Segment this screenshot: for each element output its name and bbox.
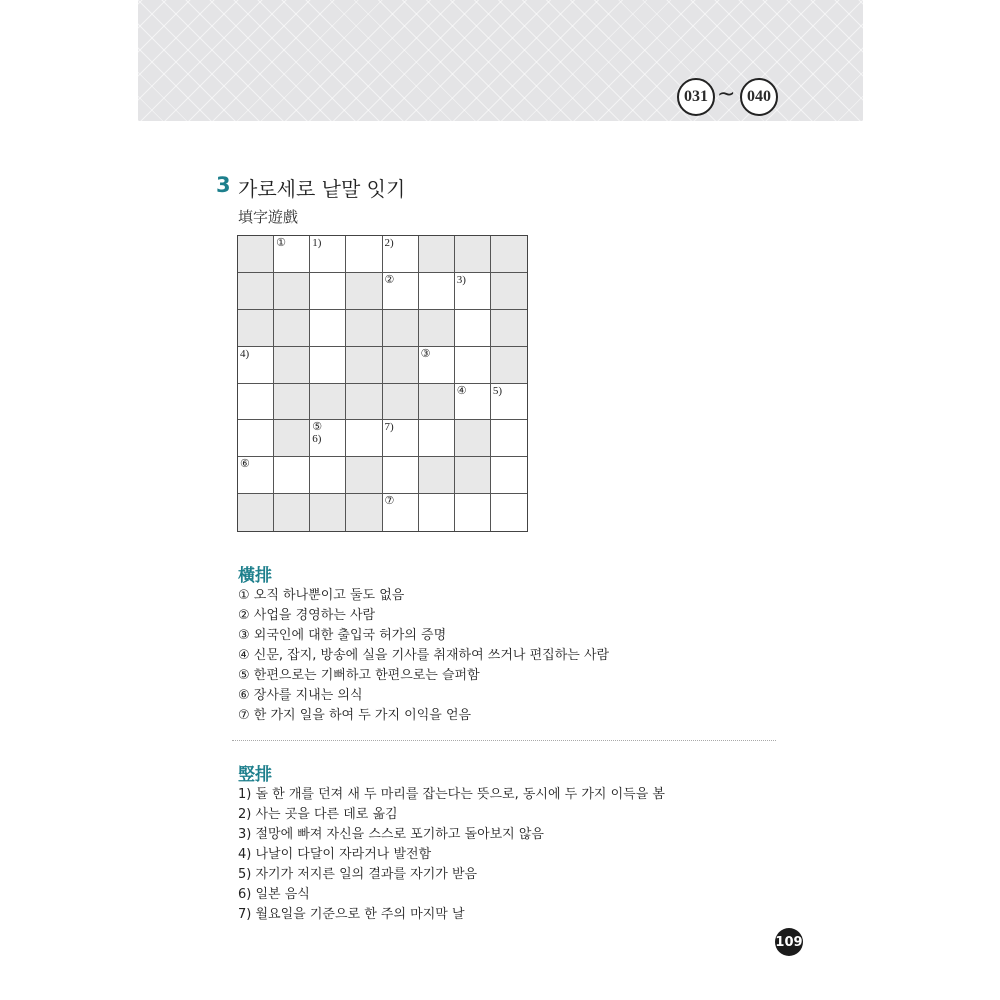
grid-cell <box>274 310 310 347</box>
grid-cell <box>383 347 419 384</box>
grid-cell <box>491 384 527 421</box>
grid-cell <box>346 420 382 457</box>
grid-cell <box>383 384 419 421</box>
grid-cell <box>238 310 274 347</box>
grid-cell <box>455 347 491 384</box>
grid-cell <box>455 273 491 310</box>
grid-cell <box>383 457 419 494</box>
grid-cell <box>383 273 419 310</box>
grid-cell <box>491 457 527 494</box>
grid-cell <box>455 310 491 347</box>
cell-number-label: 5) <box>492 384 503 397</box>
grid-cell <box>455 236 491 273</box>
cell-number-label: ① <box>276 237 286 249</box>
cell-number-label: 7) <box>384 421 394 434</box>
grid-cell <box>419 384 455 421</box>
grid-cell <box>346 310 382 347</box>
grid-cell <box>346 273 382 310</box>
grid-cell <box>455 420 491 457</box>
grid-cell <box>274 236 310 273</box>
grid-cell <box>274 273 310 310</box>
cell-number-label: 3) <box>456 273 466 286</box>
cell-number-label: ⑤ 6) <box>312 421 323 446</box>
cell-number-label: ⑥ <box>240 458 250 471</box>
section-divider <box>232 740 776 741</box>
across-clue: ① 오직 하나뿐이고 둘도 없음 <box>238 588 405 603</box>
grid-cell <box>346 384 382 421</box>
down-clue-list <box>238 785 665 925</box>
grid-cell <box>274 347 310 384</box>
across-clue: ⑦ 한 가지 일을 하여 두 가지 이익을 얻음 <box>238 708 472 723</box>
grid-cell <box>491 236 527 273</box>
range-start-badge: 031 <box>677 78 715 116</box>
range-end-badge: 040 <box>740 78 778 116</box>
grid-cell <box>274 384 310 421</box>
cell-number-label: ④ <box>456 384 467 397</box>
down-clue: 5) 자기가 저지른 일의 결과를 자기가 받음 <box>238 867 478 882</box>
down-clue: 2) 사는 곳을 다른 데로 옮김 <box>238 807 398 822</box>
cell-number-label: 2) <box>384 237 394 249</box>
grid-cell <box>346 347 382 384</box>
section-number: 3 <box>216 173 231 197</box>
grid-cell <box>310 384 346 421</box>
grid-cell <box>310 310 346 347</box>
grid-cell <box>491 494 527 531</box>
grid-cell <box>491 273 527 310</box>
grid-cell <box>346 236 382 273</box>
grid-cell <box>491 347 527 384</box>
across-clue: ② 사업을 경영하는 사람 <box>238 608 376 623</box>
grid-cell <box>238 384 274 421</box>
grid-cell <box>346 457 382 494</box>
grid-cell <box>419 457 455 494</box>
down-heading: 竪排 <box>238 765 272 785</box>
grid-cell <box>238 494 274 531</box>
grid-cell <box>310 420 346 457</box>
grid-cell <box>455 494 491 531</box>
down-clue: 1) 돌 한 개를 던져 새 두 마리를 잡는다는 뜻으로, 동시에 두 가지 이득을 봄 <box>238 787 665 802</box>
across-clue: ⑤ 한편으로는 기뻐하고 한편으로는 슬퍼함 <box>238 668 480 683</box>
grid-cell <box>419 347 455 384</box>
down-clue: 4) 나날이 다달이 자라거나 발전함 <box>238 847 432 862</box>
grid-cell <box>491 310 527 347</box>
grid-cell <box>383 420 419 457</box>
grid-cell <box>310 347 346 384</box>
down-clue: 7) 월요일을 기준으로 한 주의 마지막 날 <box>238 907 465 922</box>
grid-cell <box>310 457 346 494</box>
grid-cell <box>238 457 274 494</box>
grid-cell <box>383 494 419 531</box>
grid-cell <box>238 420 274 457</box>
cell-number-label: ② <box>384 273 395 286</box>
grid-cell <box>238 236 274 273</box>
grid-cell <box>310 273 346 310</box>
cell-number-label: 4) <box>240 347 250 360</box>
section-subtitle: 填字遊戲 <box>238 208 299 226</box>
grid-cell <box>419 310 455 347</box>
across-clue: ⑥ 장사를 지내는 의식 <box>238 688 363 703</box>
grid-cell <box>383 310 419 347</box>
cell-number-label: ⑦ <box>384 495 395 508</box>
grid-cell <box>419 273 455 310</box>
grid-cell <box>346 494 382 531</box>
grid-cell <box>383 236 419 273</box>
cell-number-label: 1) <box>312 237 322 249</box>
grid-cell <box>274 494 310 531</box>
crossword-grid <box>237 235 528 532</box>
grid-cell <box>455 457 491 494</box>
grid-cell <box>274 457 310 494</box>
range-tilde: ~ <box>717 82 736 107</box>
across-clue-list <box>238 586 609 726</box>
grid-cell <box>238 347 274 384</box>
across-heading: 橫排 <box>238 566 272 586</box>
grid-cell <box>419 494 455 531</box>
grid-cell <box>238 273 274 310</box>
grid-cell <box>455 384 491 421</box>
across-clue: ③ 외국인에 대한 출입국 허가의 증명 <box>238 628 447 643</box>
grid-cell <box>310 494 346 531</box>
down-clue: 6) 일본 음식 <box>238 887 310 902</box>
grid-cell <box>310 236 346 273</box>
section-title: 가로세로 낱말 잇기 <box>238 177 406 201</box>
grid-cell <box>491 420 527 457</box>
down-clue: 3) 절망에 빠져 자신을 스스로 포기하고 돌아보지 않음 <box>238 827 544 842</box>
grid-cell <box>419 236 455 273</box>
across-clue: ④ 신문, 잡지, 방송에 실을 기사를 취재하여 쓰거나 편집하는 사람 <box>238 648 610 663</box>
cell-number-label: ③ <box>420 347 431 360</box>
grid-cell <box>419 420 455 457</box>
grid-cell <box>274 420 310 457</box>
page-number: 109 <box>775 928 803 956</box>
